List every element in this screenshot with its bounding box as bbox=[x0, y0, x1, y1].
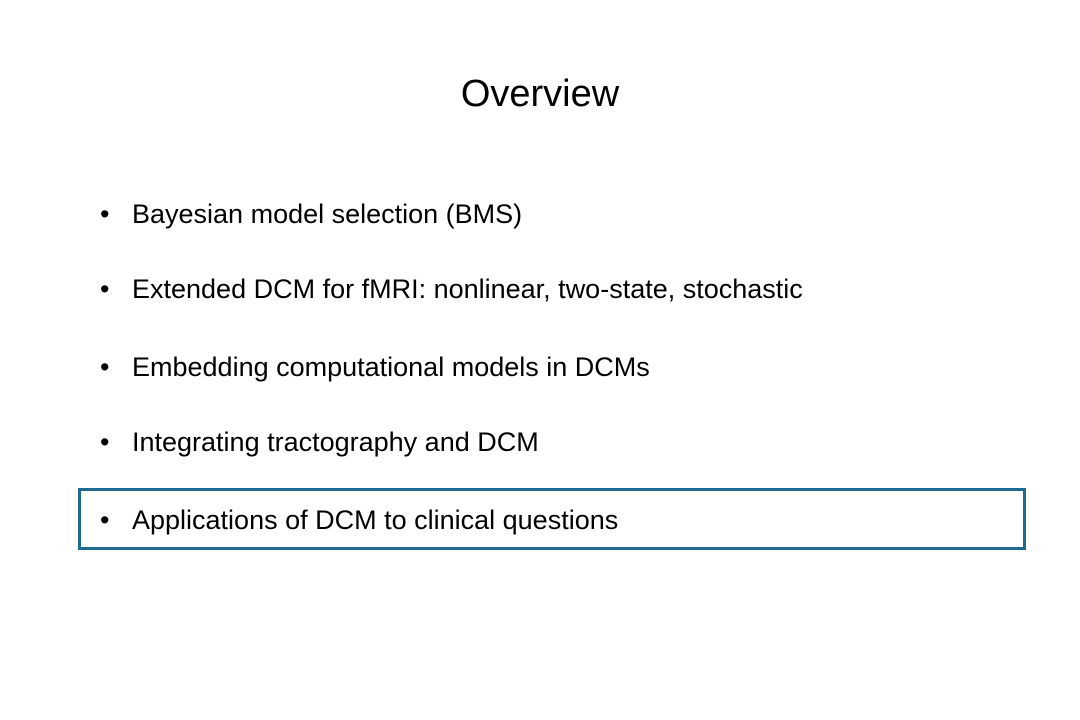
bullet-icon: • bbox=[100, 199, 110, 229]
bullet-icon: • bbox=[100, 505, 110, 535]
bullet-icon: • bbox=[100, 352, 110, 382]
slide-title: Overview bbox=[460, 73, 620, 115]
list-item bbox=[100, 350, 650, 384]
list-item-label: Applications of DCM to clinical questions bbox=[132, 505, 619, 535]
list-item-label: Embedding computational models in DCMs bbox=[132, 352, 650, 382]
list-item bbox=[100, 197, 522, 231]
list-item-highlighted bbox=[100, 503, 618, 537]
bullet-icon: • bbox=[100, 274, 110, 304]
list-item bbox=[100, 425, 539, 459]
bullet-icon: • bbox=[100, 427, 110, 457]
list-item-label: Bayesian model selection (BMS) bbox=[132, 199, 523, 229]
list-item bbox=[100, 272, 803, 306]
list-item-label: Extended DCM for fMRI: nonlinear, two-state, stochastic bbox=[132, 274, 803, 304]
list-item-label: Integrating tractography and DCM bbox=[132, 427, 539, 457]
